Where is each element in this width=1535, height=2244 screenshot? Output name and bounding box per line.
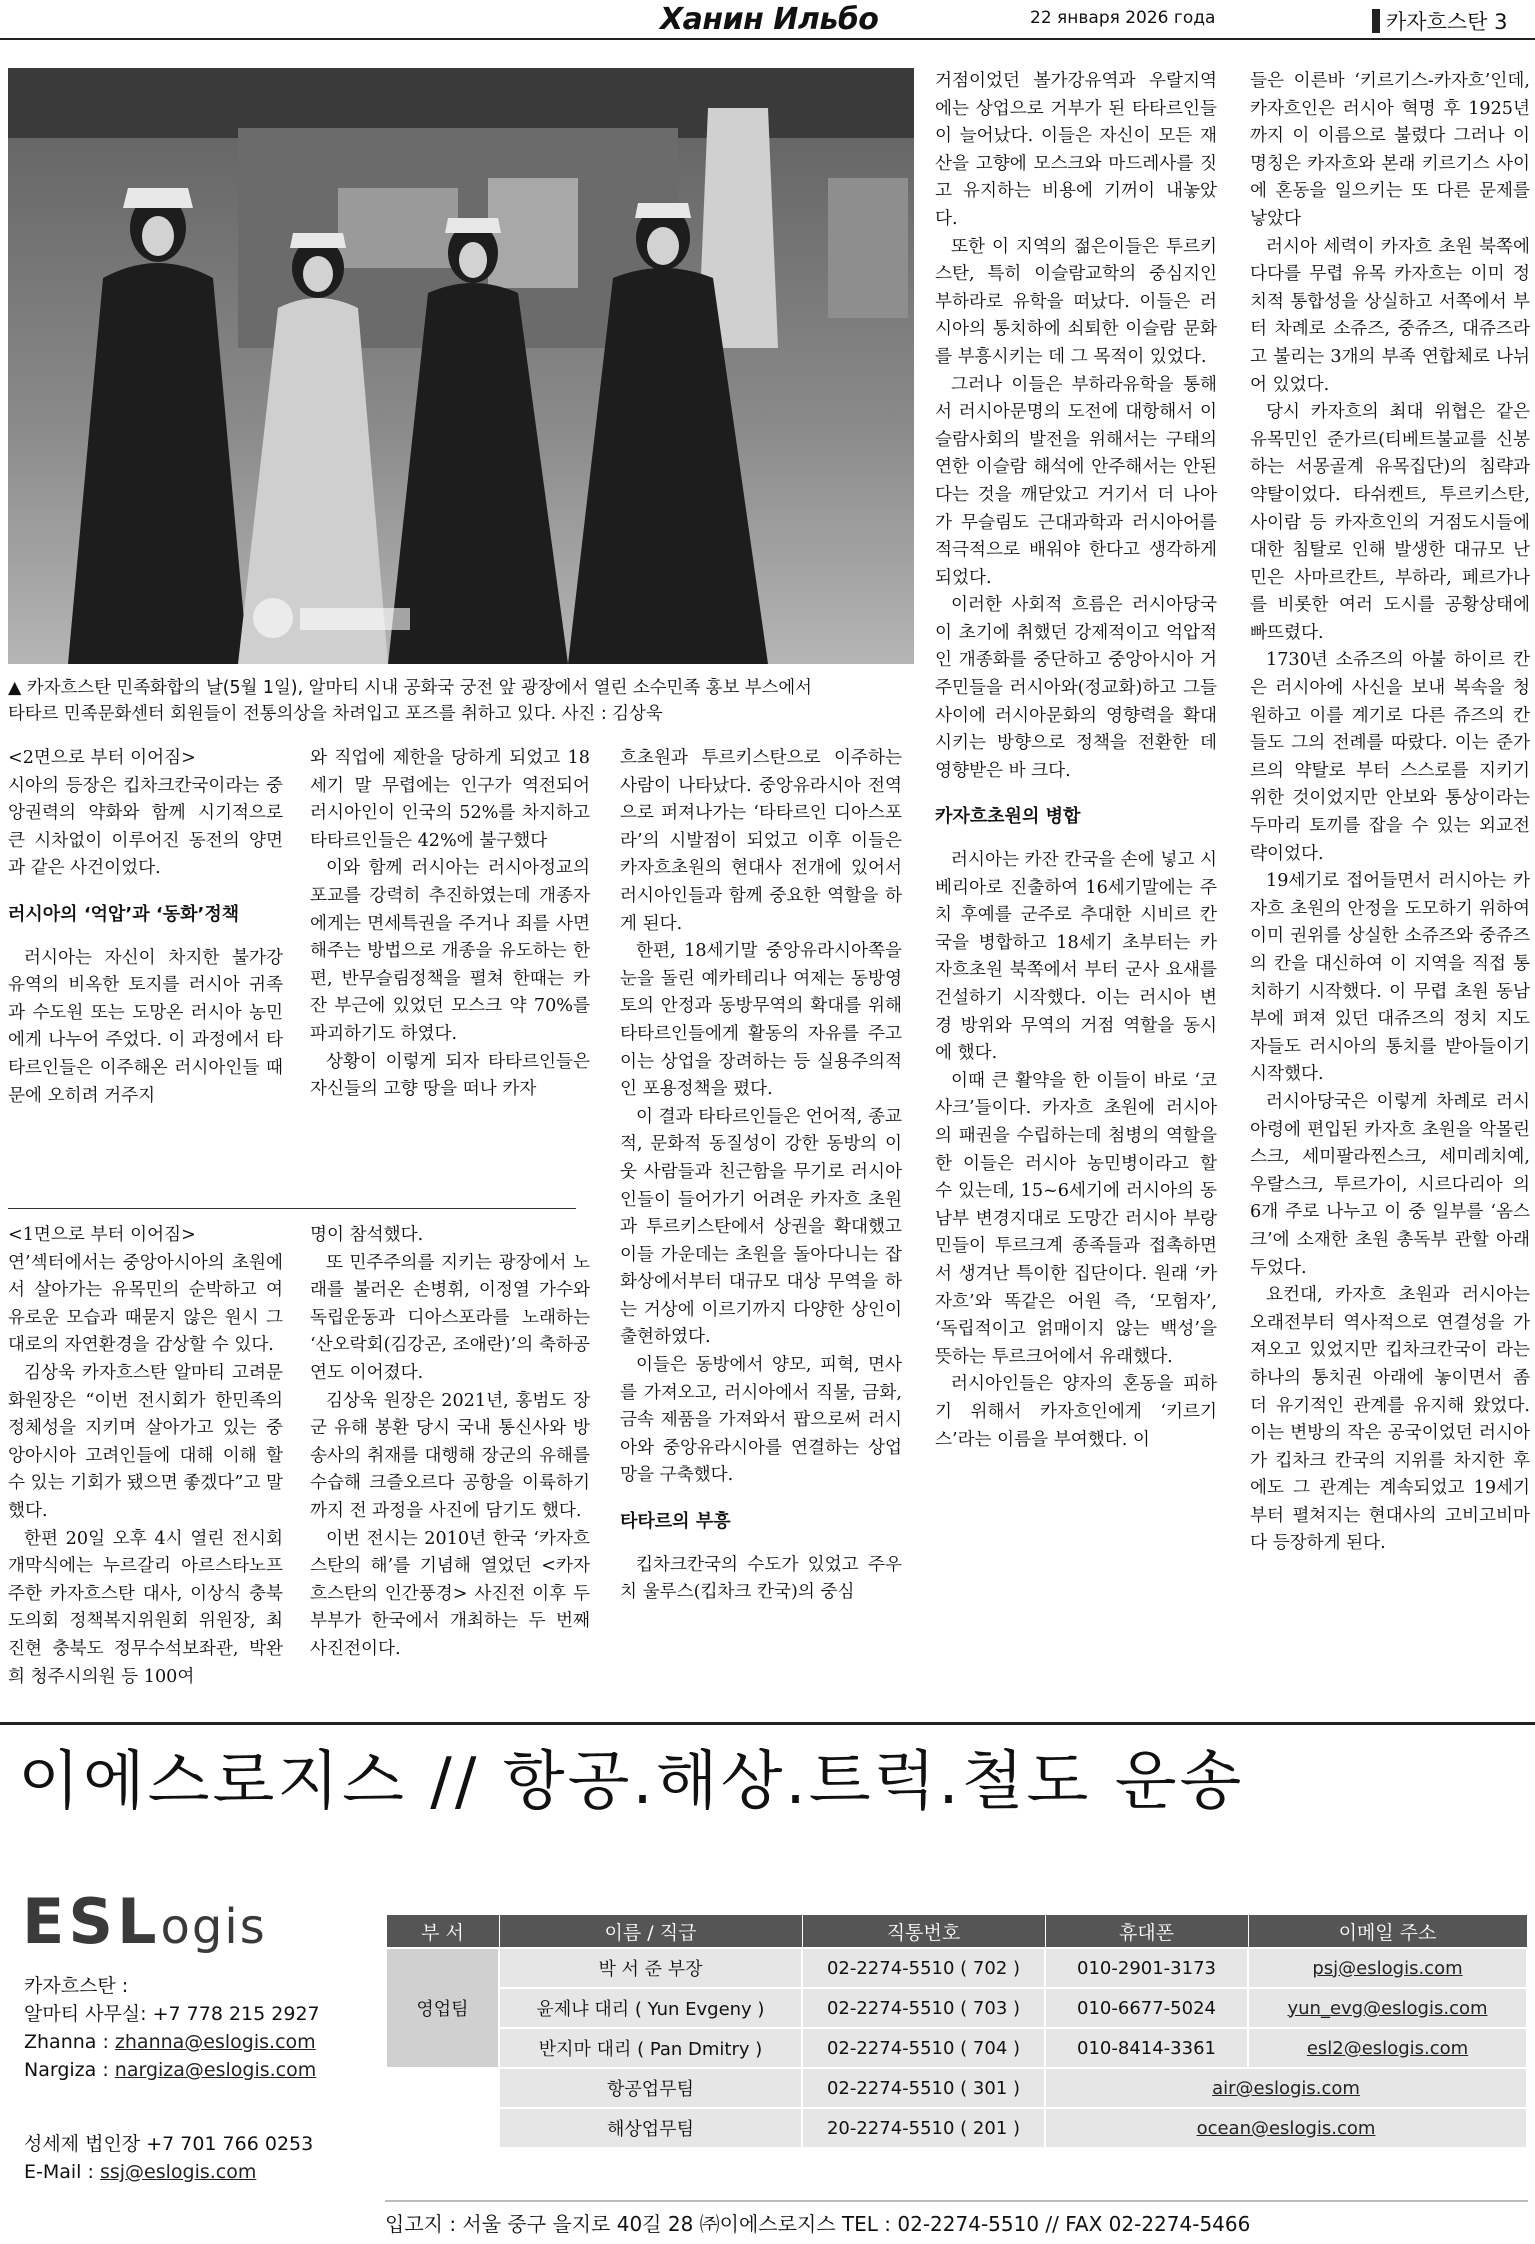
paragraph: 시아의 등장은 킵차크칸국이라는 중앙권력의 약화와 함께 시기적으로 큰 시차없이 이루어진 동전의 양면과 같은 사건이었다. xyxy=(8,775,283,879)
photo-caption xyxy=(8,675,918,727)
email-cell xyxy=(1045,2108,1527,2148)
caption-line: ▲ 카자흐스탄 민족화합의 날(5월 1일), 알마티 시내 공화국 궁전 앞 광장에서 열린 소수민족 홍보 부스에서 xyxy=(8,678,812,698)
section-page-label xyxy=(1372,6,1507,36)
name-cell: 반지마 대리 ( Pan Dmitry ) xyxy=(499,2028,802,2068)
photo-illustration xyxy=(8,68,914,664)
mobile-cell: 010-6677-5024 xyxy=(1045,1988,1248,2028)
paragraph: 그러나 이들은 부하라유학을 통해서 러시아문명의 도전에 대항해서 이슬람사회의 발전을 위해서는 구태의연한 이슬람 해석에 안주해서는 안된다는 것을 깨닫았고 거기서 더 나아가 무슬림도 근대과학과 러시아어를 적극적으로 배워야 한다고 생각하게 되었다. xyxy=(935,374,1217,588)
column-header: 부 서 xyxy=(386,1915,499,1949)
column-header: 이메일 주소 xyxy=(1248,1915,1527,1949)
paragraph: 와 직업에 제한을 당하게 되었고 18세기 말 무렵에는 인구가 역전되어 러시아인이 인국의 52%를 차지하고 타타르인들은 42%에 불구했다 xyxy=(310,748,590,851)
email-link[interactable]: esl2@eslogis.com xyxy=(1306,2037,1469,2059)
paragraph: 러시아 세력이 카자흐 초원 북쪽에 다다를 무렵 유목 카자흐는 이미 정치적 통합성을 상실하고 서쪽에서 부터 차례로 소쥬즈, 중쥬즈, 대쥬즈라고 불리는 3개의 부족 연합체로 나뉘어 있었다. xyxy=(1250,236,1530,395)
contact-office: 알마티 사무실: +7 778 215 2927 xyxy=(24,2003,320,2025)
phone-cell: 20-2274-5510 ( 201 ) xyxy=(802,2108,1045,2148)
newspaper-name: Ханин Ильбо xyxy=(660,2,879,37)
ad-headline: 이에스로지스 // 항공.해상.트럭.철도 운송 xyxy=(18,1745,1245,1819)
paragraph: 19세기로 접어들면서 러시아는 카자흐 초원의 안정을 도모하기 위하여 이미 권위를 상실한 소쥬즈와 중쥬즈의 칸을 대신하여 이 지역을 직접 통치하기 시작했다. 이 무렵 초원 동남부에 펴져 있던 대쥬즈의 정치 지도자들도 러시아의 통치를 받아들이기 시작했다. xyxy=(1250,871,1530,1085)
paragraph: 이번 전시는 2010년 한국 ‘카자흐스탄의 해’를 기념해 열었던 <카자흐스탄의 인간풍경> 사진전 이후 두 부부가 한국에서 개최하는 두 번째 사진전이다. xyxy=(310,1528,590,1659)
email-cell xyxy=(1045,2068,1527,2108)
issue-date: 22 января 2026 года xyxy=(1030,8,1216,28)
paragraph: 또한 이 지역의 젊은이들은 투르키스탄, 특히 이슬람교학의 중심지인 부하라로 유학을 떠났다. 이들은 러시아의 통치하에 쇠퇴한 이슬람 문화를 부흥시키는 데 그 목적이 있었다. xyxy=(935,236,1217,367)
section-heading: 타타르의 부흥 xyxy=(620,1511,731,1533)
name-cell: 해상업무팀 xyxy=(499,2108,802,2148)
name-cell: 윤제냐 대리 ( Yun Evgeny ) xyxy=(499,1988,802,2028)
mobile-cell: 010-2901-3173 xyxy=(1045,1948,1248,1988)
column-header: 이름 / 직급 xyxy=(499,1915,802,1949)
article-column xyxy=(310,1222,590,1664)
company-address: 입고지 : 서울 중구 을지로 40길 28 ㈜이에스로지스 TEL : 02-2274-5510 // FAX 02-2274-5466 xyxy=(385,2200,1528,2237)
column-header: 직통번호 xyxy=(802,1915,1045,1949)
article-column xyxy=(8,745,283,1110)
paragraph: 이 결과 타타르인들은 언어적, 종교적, 문화적 동질성이 강한 동방의 이웃 사람들과 친근함을 무기로 러시아인들이 들어가기 어려운 카자흐 초원과 투르키스탄에서 상권을 확대했고 이들 가운데는 초원을 돌아다니는 잡화상에서부터 대규모 대상 무역을 하는 거상에 이르기까지 다양한 상인이 출현하였다. xyxy=(620,1106,902,1348)
email-link[interactable]: air@eslogis.com xyxy=(1212,2077,1360,2099)
dept-cell: 영업팀 xyxy=(386,1948,499,2068)
paragraph: 연’섹터에서는 중앙아시아의 초원에서 살아가는 유목민의 순박하고 여유로운 모습과 때묻지 않은 원시 그대로의 자연환경을 감상할 수 있다. xyxy=(8,1252,283,1356)
article-column xyxy=(935,68,1217,1454)
email-link[interactable]: zhanna@eslogis.com xyxy=(114,2031,316,2053)
phone-cell: 02-2274-5510 ( 301 ) xyxy=(802,2068,1045,2108)
article-column xyxy=(8,1222,283,1691)
eslogis-logo xyxy=(22,1885,267,1958)
table-row xyxy=(386,2028,1527,2068)
paragraph: 명이 참석했다. xyxy=(310,1225,424,1245)
table-row xyxy=(386,1948,1527,1988)
paragraph: 요컨대, 카자흐 초원과 러시아는 오래전부터 역사적으로 연결성을 가져오고 있었지만 킵차크칸국이 라는 하나의 통치권 아래에 놓이면서 좀 더 유기적인 관계를 유지해 왔었다. 이는 변방의 작은 공국이었던 러시아가 킵차크 칸국의 지위를 차지한 후에도 그 관계는 계속되었고 19세기 부터 펼쳐지는 현대사의 고비고비마다 등장하게 된다. xyxy=(1250,1285,1530,1554)
contact-director: 성세제 법인장 +7 701 766 0253 xyxy=(24,2133,314,2155)
name-cell: 박 서 준 부장 xyxy=(499,1948,802,1988)
email-cell xyxy=(1248,1988,1527,2028)
paragraph: 이들은 동방에서 양모, 피혁, 면사를 가져오고, 러시아에서 직물, 금화, 금속 제품을 가져와서 팝으로써 러시아와 중앙유라시아를 연결하는 상업망을 구축했다. xyxy=(620,1355,902,1486)
paragraph: 또 민주주의를 지키는 광장에서 노래를 불러온 손병휘, 이정열 가수와 독립운동과 디아스포라를 노래하는 ‘산오락회(김강곤, 조애란)’의 축하공연도 이어졌다. xyxy=(310,1252,590,1383)
article-column xyxy=(1250,68,1530,1558)
staff-contact-table xyxy=(385,1914,1528,2149)
paragraph: 흐초원과 투르키스탄으로 이주하는 사람이 나타났다. 중앙유라시아 전역으로 퍼져나가는 ‘타타르인 디아스포라’의 시발점이 되었고 이후 이들은 카자흐초원의 현대사 전개에 있어서 러시아인들과 함께 중요한 역할을 하게 된다. xyxy=(620,748,902,934)
paragraph: 한편, 18세기말 중앙유라시아쪽을 눈을 돌린 예카테리나 여제는 동방영토의 안정과 동방무역의 확대를 위해 타타르인들에게 활동의 자유를 주고 이는 상업을 장려하는 등 실용주의적인 포용정책을 폈다. xyxy=(620,941,902,1100)
header-rule xyxy=(0,38,1535,40)
paragraph: 킵차크칸국의 수도가 있었고 주우치 울루스(킵차크 칸국)의 중심 xyxy=(620,1554,902,1603)
paragraph: 러시아인들은 양자의 혼동을 피하기 위해서 카자흐인에게 ‘키르기스’라는 이름을 부여했다. 이 xyxy=(935,1374,1217,1450)
section-heading: 카자흐초원의 병합 xyxy=(935,806,1081,828)
contact-label: Nargiza : xyxy=(24,2059,115,2081)
paragraph: 러시아당국은 이렇게 차례로 러시아령에 편입된 카자흐 초원을 악몰린스크, 세미팔라찐스크, 세미레치예, 우랄스크, 투르가이, 시르다리아 의 6개 주로 나누고 이 중 일부를 ‘옴스크’에 소재한 초원 총독부 관할 아래 두었다. xyxy=(1250,1091,1530,1278)
table-row xyxy=(386,2108,1527,2148)
contact-zhanna xyxy=(24,2028,320,2056)
phone-cell: 02-2274-5510 ( 702 ) xyxy=(802,1948,1045,1988)
paragraph: 상황이 이렇게 되자 타타르인들은 자신들의 고향 땅을 떠나 카자 xyxy=(310,1051,590,1100)
email-cell xyxy=(1248,1948,1527,1988)
article-column xyxy=(620,745,902,1607)
mobile-cell: 010-8414-3361 xyxy=(1045,2028,1248,2068)
table-row xyxy=(386,2068,1527,2108)
logo-main: ESL xyxy=(22,1885,161,1958)
paragraph: 한편 20일 오후 4시 열린 전시회 개막식에는 누르갈리 아르스타노프 주한 카자흐스탄 대사, 이상식 충북도의회 정책복지위원회 위원장, 최진현 충북도 정무수석보좌관, 박완희 청주시의원 등 100여 xyxy=(8,1528,283,1687)
empty-cell xyxy=(386,2108,499,2148)
logo-sub: ogis xyxy=(160,1899,267,1955)
contact-label: Zhanna : xyxy=(24,2031,115,2053)
paragraph: 김상욱 카자흐스탄 알마티 고려문화원장은 “이번 전시회가 한민족의 정체성을 지키며 살아가고 있는 중앙아시아 고려인들에 대해 이해 할 수 있는 기회가 됐으면 좋겠다”고 말했다. xyxy=(8,1362,283,1521)
contact-block xyxy=(24,1972,320,2084)
phone-cell: 02-2274-5510 ( 704 ) xyxy=(802,2028,1045,2068)
paragraph: 이러한 사회적 흐름은 러시아당국이 초기에 취했던 강제적이고 억압적인 개종화를 중단하고 중앙아시아 거주민들을 러시아와(정교화)하고 그들 사이에 러시아문화의 영향력을 확대시키는 방향으로 정책을 전환한 데 영향받은 바 크다. xyxy=(935,595,1217,781)
paragraph: 러시아는 자신이 차지한 불가강 유역의 비옥한 토지를 러시아 귀족과 수도원 또는 도망온 러시아 농민에게 나누어 주었다. 이 과정에서 타타르인들은 이주해온 러시아인들 때문에 오히려 거주지 xyxy=(8,947,283,1106)
contact-email xyxy=(24,2158,313,2186)
contact-country: 카자흐스탄 : xyxy=(24,1975,129,1997)
table-header-row xyxy=(386,1915,1527,1949)
paragraph: 이때 큰 활약을 한 이들이 바로 ‘코사크’들이다. 카자흐 초원에 러시아의 패권을 수립하는데 첨병의 역할을 한 이들은 러시아 농민병이라고 할 수 있는데, 15~6세기에 러시아의 동남부 변경지대로 도망간 러시아 부랑민들이 투르크계 종족들과 접촉하면서 생겨난 특이한 집단이다. 원래 ‘카자흐’와 똑같은 어원 즉, ‘모험자’, ‘독립적이고 얽매이지 않는 백성’을 뜻하는 투르크어에서 유래했다. xyxy=(935,1070,1217,1367)
paragraph: 당시 카자흐의 최대 위협은 같은 유목민인 준가르(티베트불교를 신봉하는 서몽골계 유목집단)의 침략과 약탈이었다. 타쉬켄트, 투르키스탄, 사이람 등 카자흐인의 거점도시들에 대한 침탈로 인해 발생한 대규모 난민은 사마르칸트, 부하라, 페르가나를 비롯한 여러 도시를 공황상태에 빠뜨렸다. xyxy=(1250,402,1530,643)
article-column xyxy=(310,745,590,1104)
email-link[interactable]: ocean@eslogis.com xyxy=(1196,2117,1376,2139)
email-link[interactable]: nargiza@eslogis.com xyxy=(114,2059,317,2081)
continued-note: <1면으로 부터 이어짐> xyxy=(8,1225,196,1245)
email-link[interactable]: yun_evg@eslogis.com xyxy=(1287,1997,1488,2019)
name-cell: 항공업무팀 xyxy=(499,2068,802,2108)
continued-note: <2면으로 부터 이어짐> xyxy=(8,748,196,768)
email-cell xyxy=(1248,2028,1527,2068)
section-bar-icon xyxy=(1372,9,1380,33)
empty-cell xyxy=(386,2068,499,2108)
article-divider xyxy=(8,1208,576,1209)
section-heading: 러시아의 ‘억압’과 ‘동화’정책 xyxy=(8,903,240,925)
festival-photo xyxy=(8,68,914,664)
paragraph: 들은 이른바 ‘키르기스-카자흐’인데, 카자흐인은 러시아 혁명 후 1925년까지 이 이름으로 불렸다 그러나 이 명칭은 카자흐와 본래 키르기스 사이에 혼동을 일으키는 또 다른 문제를 낳았다 xyxy=(1250,71,1530,229)
contact-block xyxy=(24,2130,313,2186)
contact-label: E-Mail : xyxy=(24,2161,100,2183)
column-header: 휴대폰 xyxy=(1045,1915,1248,1949)
email-link[interactable]: ssj@eslogis.com xyxy=(99,2161,257,2183)
paragraph: 거점이었던 볼가강유역과 우랄지역에는 상업으로 거부가 된 타타르인들이 늘어났다. 이들은 자신이 모든 재산을 고향에 모스크와 마드레사를 짓고 유지하는 비용에 기꺼이 내놓았다. xyxy=(935,71,1217,229)
phone-cell: 02-2274-5510 ( 703 ) xyxy=(802,1988,1045,2028)
paragraph: 김상욱 원장은 2021년, 홍범도 장군 유해 봉환 당시 국내 통신사와 방송사의 취재를 대행해 장군의 유해를 수습해 크즐오르다 공항을 이륙하기까지 전 과정을 사진에 담기도 했다. xyxy=(310,1390,590,1521)
ad-divider xyxy=(0,1722,1535,1725)
email-link[interactable]: psj@eslogis.com xyxy=(1312,1957,1463,1979)
contact-nargiza xyxy=(24,2056,320,2084)
paragraph: 러시아는 카잔 칸국을 손에 넣고 시베리아로 진출하여 16세기말에는 주치 후예를 군주로 추대한 시비르 칸국을 병합하고 18세기 초부터는 카자흐초원 북쪽에서 부터 군사 요새를 건설하기 시작했다. 이는 러시아 변경 방위와 무역의 거점 역할을 동시에 했다. xyxy=(935,850,1217,1064)
section-label: 카자흐스탄 3 xyxy=(1386,10,1508,34)
caption-line: 타타르 민족문화센터 회원들이 전통의상을 차려입고 포즈를 취하고 있다. 사진 : 김상욱 xyxy=(8,704,663,724)
paragraph: 1730년 소쥬즈의 아불 하이르 칸은 러시아에 사신을 보내 복속을 청원하고 이를 계기로 다른 쥬즈의 칸들도 그의 전례를 따랐다. 이는 준가르의 약탈로 부터 스스로를 지키기 위한 것이었지만 안보와 통상이라는 두마리 토끼를 잡을 수 있는 외교전략이었다. xyxy=(1250,650,1530,864)
paragraph: 이와 함께 러시아는 러시아정교의 포교를 강력히 추진하였는데 개종자에게는 면세특권을 주거나 죄를 사면해주는 방법으로 개종을 유도하는 한편, 반무슬림정책을 펼쳐 한때는 카잔 부근에 있었던 모스크 약 70%를 파괴하기도 하였다. xyxy=(310,858,590,1044)
table-row xyxy=(386,1988,1527,2028)
